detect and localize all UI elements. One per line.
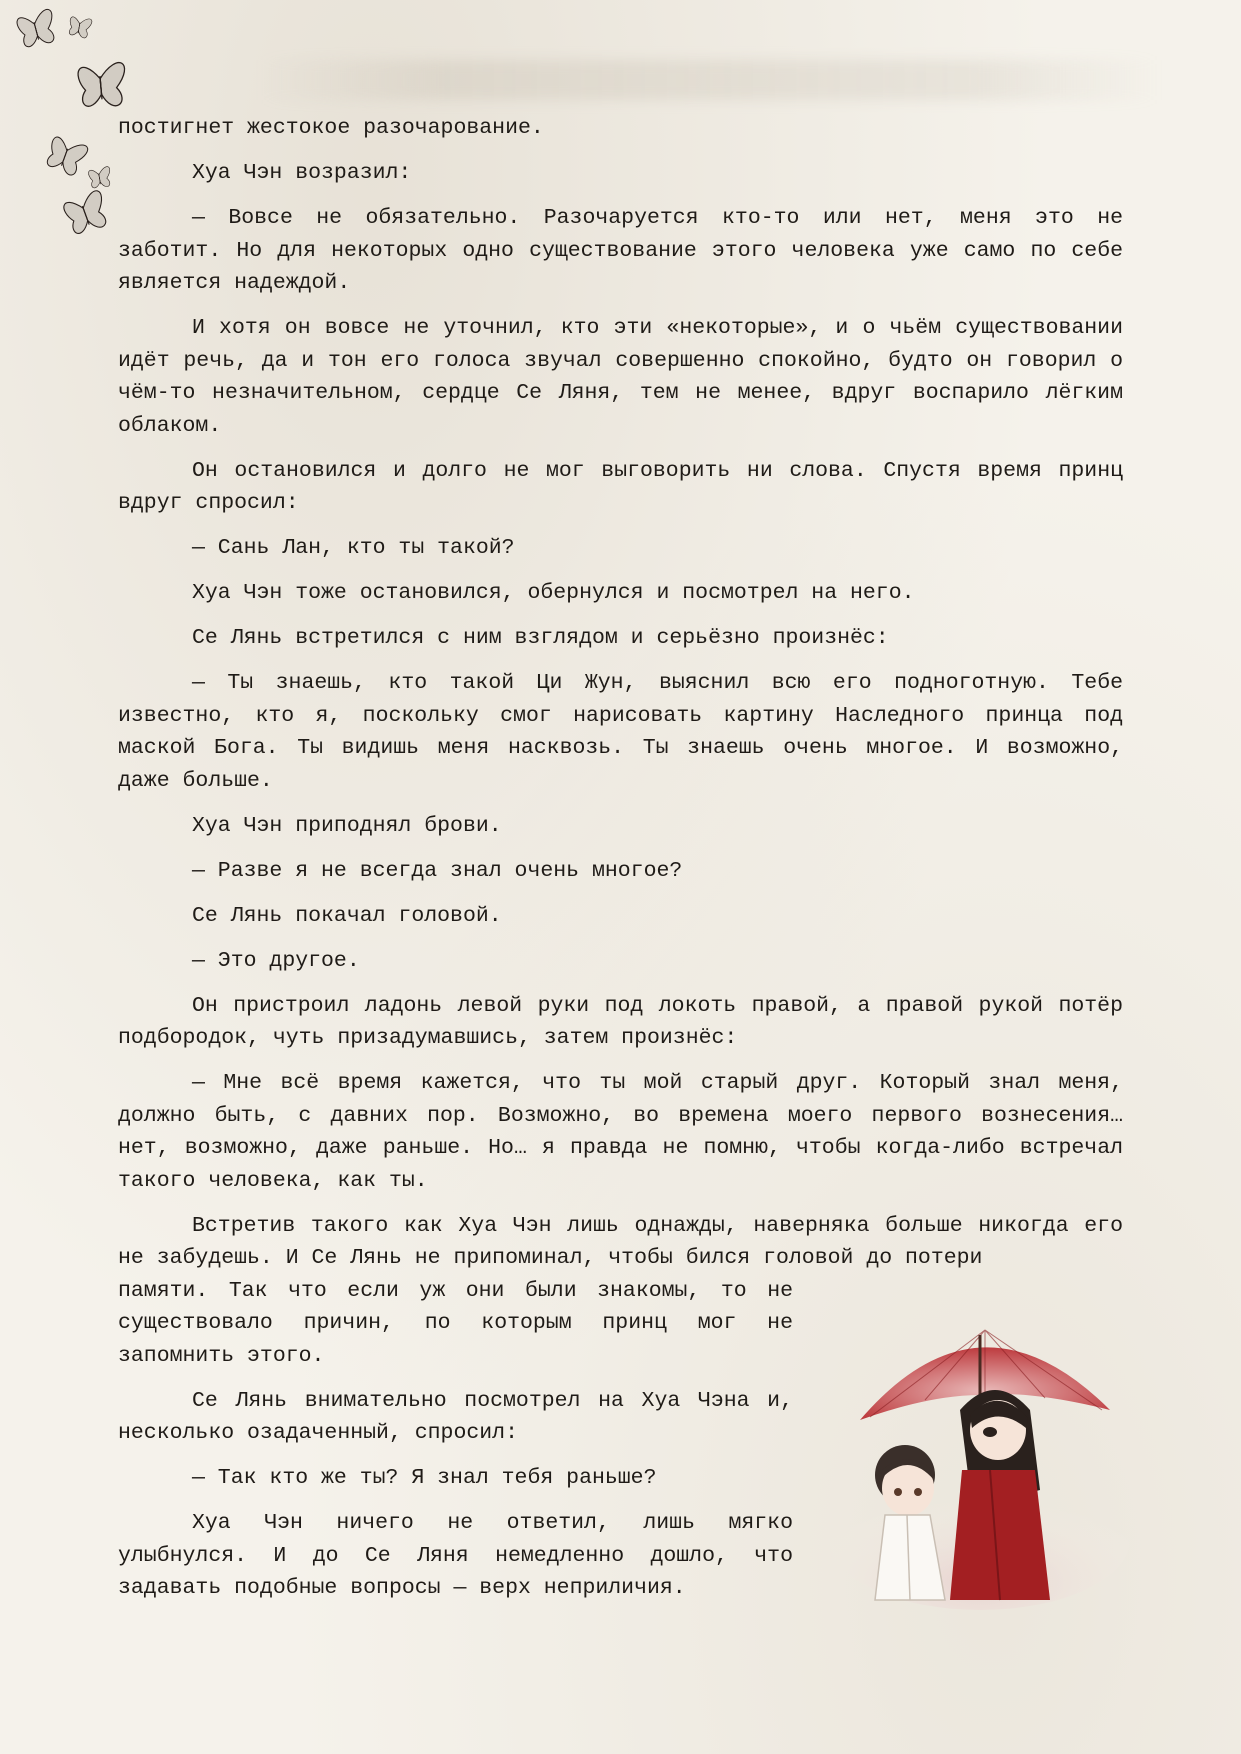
paragraph: — Так кто же ты? Я знал тебя раньше?	[192, 1466, 657, 1490]
paragraph: Се Лянь встретился с ним взглядом и серьёзно произнёс:	[192, 626, 889, 650]
paragraph: — Разве я не всегда знал очень многое?	[192, 858, 683, 883]
paragraph: памяти. Так что если уж они были знакомы, то не существовало причин, по которым принц мог не запомнить этого.	[118, 1278, 793, 1368]
paragraph: Он пристроил ладонь левой руки под локоть правой, а правой рукой потёр подбородок, чуть призадумавшись, затем произнёс:	[118, 993, 1123, 1050]
paragraph: Се Лянь внимательно посмотрел на Хуа Чэна и, несколько озадаченный, спросил:	[118, 1388, 793, 1445]
paragraph: — Мне всё время кажется, что ты мой старый друг. Который знал меня, должно быть, с давних пор. Возможно, во времена моего первого вознесения… нет, возможно, даже раньше. Но… я правда не помню, чтобы когда-либо встречал такого человека, как ты.	[118, 1071, 1123, 1193]
paragraph: — Вовсе не обязательно. Разочаруется кто-то или нет, меня это не заботит. Но для некоторых одно существование этого человека уже само по себе является надеждой.	[118, 206, 1123, 295]
butterfly-icon	[44, 135, 89, 178]
butterfly-icon	[68, 16, 93, 39]
brush-stroke-decoration	[260, 60, 1160, 100]
paragraph: — Ты знаешь, кто такой Ци Жун, выяснил всю его подноготную. Тебе известно, кто я, поскольку смог нарисовать картину Наследного принца под маской Бога. Ты видишь меня насквозь. Ты знаешь очень многое. И возможно, даже больше.	[118, 671, 1123, 793]
paragraph: постигнет жестокое разочарование.	[118, 116, 544, 140]
paragraph: Хуа Чэн тоже остановился, обернулся и посмотрел на него.	[192, 581, 915, 605]
paragraph: Хуа Чэн ничего не ответил, лишь мягко улыбнулся. И до Се Ляня немедленно дошло, что задавать подобные вопросы — верх неприличия.	[118, 1511, 793, 1600]
paragraph: — Сань Лан, кто ты такой?	[192, 536, 515, 560]
butterfly-icon	[77, 62, 127, 109]
butterfly-icon	[62, 189, 112, 236]
paragraph: И хотя он вовсе не уточнил, кто эти «некоторые», и о чьём существовании идёт речь, да и тон его голоса звучал совершенно спокойно, будто он говорил о чём-то незначительном, сердце Се Ляня, тем не менее, вдруг воспарило лёгким облаком.	[118, 316, 1123, 438]
paragraph: Се Лянь покачал головой.	[192, 903, 502, 928]
chibi-characters-illustration	[830, 1300, 1130, 1610]
butterfly-icon	[16, 8, 59, 49]
paragraph: Хуа Чэн возразил:	[192, 161, 412, 185]
paragraph: — Это другое.	[192, 948, 360, 973]
paragraph: Он остановился и долго не мог выговорить ни слова. Спустя время принц вдруг спросил:	[118, 458, 1123, 515]
butterfly-icon	[88, 166, 113, 189]
paragraph: Встретив такого как Хуа Чэн лишь однажды, наверняка больше никогда его не забудешь. И Се Лянь не припоминал, чтобы бился головой до потери	[118, 1213, 1123, 1270]
paragraph: Хуа Чэн приподнял брови.	[192, 813, 502, 838]
